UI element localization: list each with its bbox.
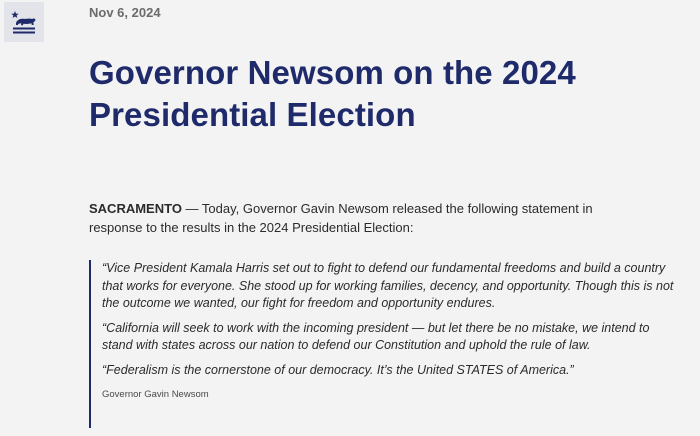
statement-blockquote (89, 260, 674, 428)
quote-paragraph: “California will seek to work with the incoming president — but let there be no mistake, we intend to stand with states across our nation to defend our Constitution and uphold the rule of law. (102, 320, 650, 352)
quote-paragraph: “Federalism is the cornerstone of our democracy. It’s the United STATES of America.” (102, 362, 574, 377)
quote-paragraph: “Vice President Kamala Harris set out to fight to defend our fundamental freedoms and build a country that works for everyone. She stood up for working families, decency, and opportunity. Though this is not the outcome we wanted, our fight for freedom and opportunity endures. (102, 261, 674, 310)
quote-attribution: Governor Gavin Newsom (102, 389, 209, 400)
dateline: SACRAMENTO (89, 201, 182, 216)
california-bear-icon (10, 8, 38, 36)
publish-date: Nov 6, 2024 (89, 5, 161, 20)
lede-text: — Today, Governor Gavin Newsom released the following statement in response to the results in the 2024 Presidential Election: (89, 201, 593, 235)
home-logo-link[interactable] (4, 2, 44, 42)
lede-paragraph (89, 199, 609, 237)
page-title: Governor Newsom on the 2024 Presidential Election (89, 54, 576, 133)
